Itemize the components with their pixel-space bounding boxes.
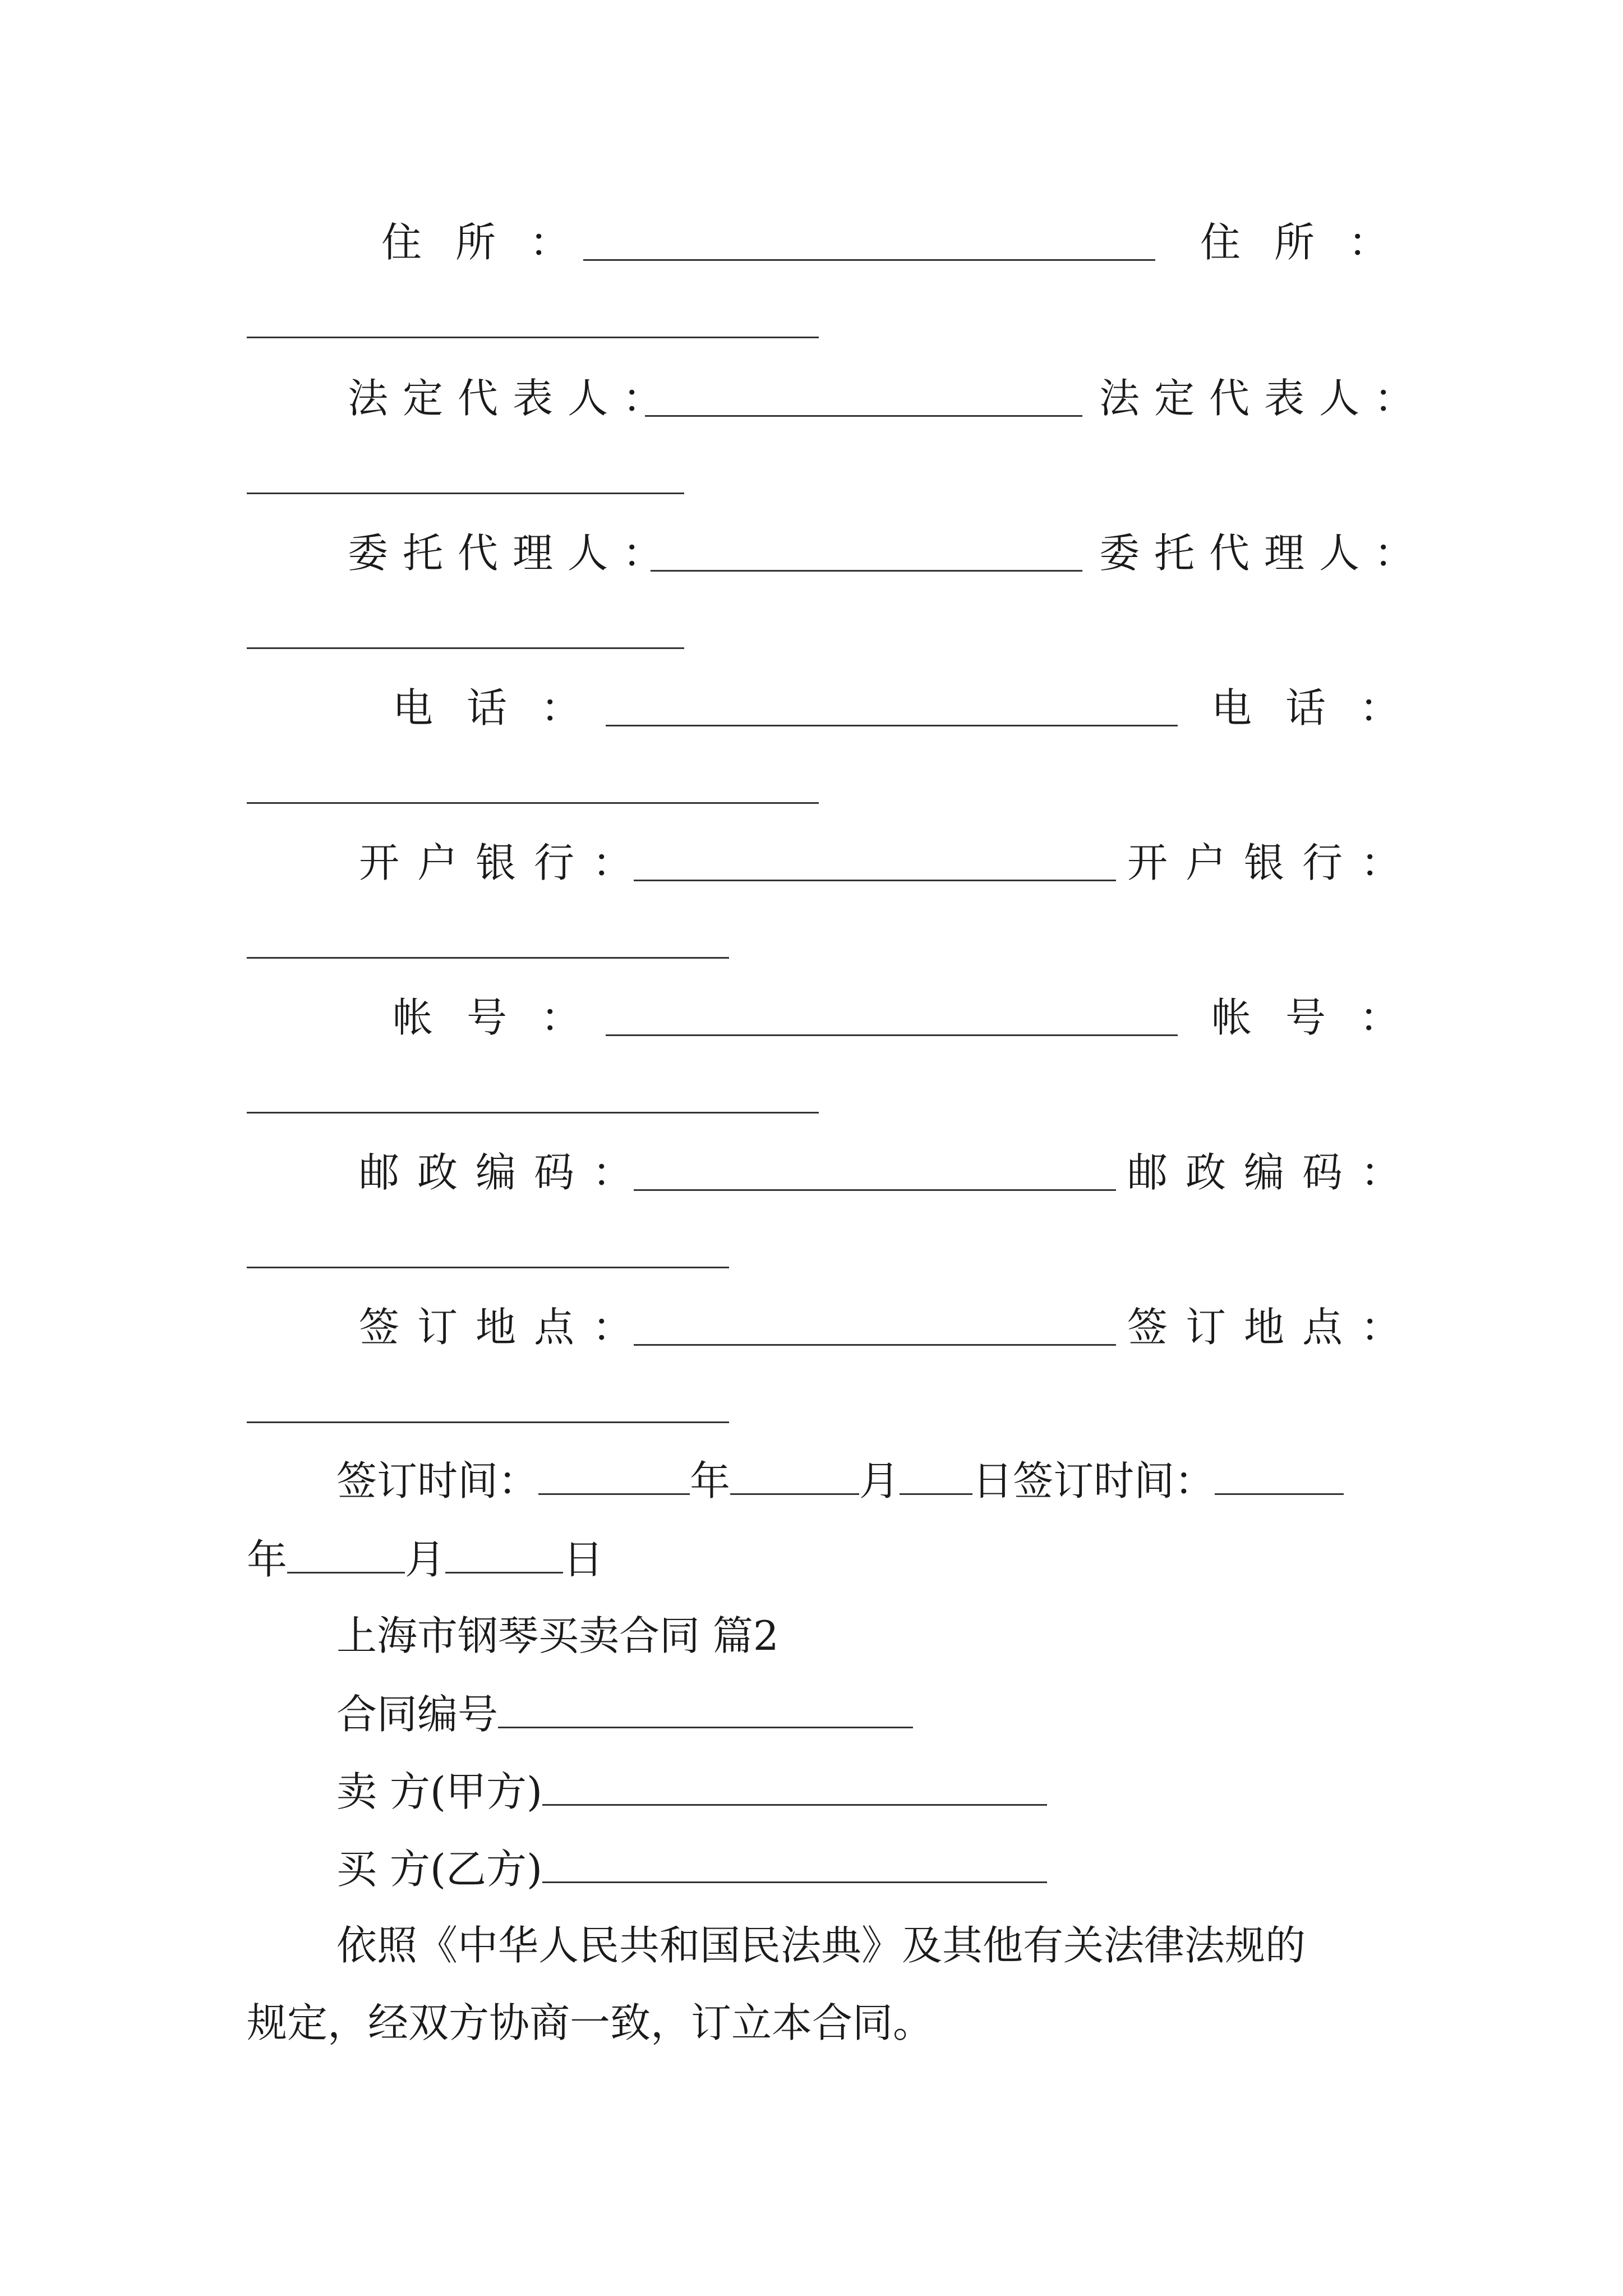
month-char: 月 xyxy=(859,1457,900,1504)
party-a-legal-rep-label: 法定代表人： xyxy=(348,375,678,422)
postcode-row xyxy=(247,1145,1419,1199)
party-b-sign-place-blank[interactable] xyxy=(247,1421,729,1423)
sign-day-blank-2[interactable] xyxy=(445,1531,563,1573)
party-a-postcode-label: 邮政编码： xyxy=(359,1149,651,1196)
party-b-postcode-blank[interactable] xyxy=(247,1267,729,1268)
party-b-address-label: 住所： xyxy=(1200,219,1423,266)
contract-no-label: 合同编号 xyxy=(336,1691,499,1738)
day-char: 日 xyxy=(972,1457,1013,1504)
legal-rep-row xyxy=(247,371,1430,425)
seller-label: 卖 方(甲方) xyxy=(336,1768,543,1815)
buyer-blank[interactable] xyxy=(542,1841,1047,1883)
party-a-postcode-blank[interactable] xyxy=(634,1189,1116,1191)
sign-time-line-2 xyxy=(247,1531,1391,1586)
phone-row xyxy=(247,681,1434,735)
sign-year-blank[interactable] xyxy=(538,1453,690,1495)
party-b-legal-rep-label: 法定代表人： xyxy=(1099,375,1430,422)
year-char: 年 xyxy=(690,1457,731,1504)
party-b-bank-blank[interactable] xyxy=(247,957,729,959)
party-a-agent-blank[interactable] xyxy=(651,570,1082,572)
party-a-sign-place-label: 签订地点： xyxy=(359,1304,651,1351)
day-char-2: 日 xyxy=(563,1536,604,1583)
year-char-2: 年 xyxy=(247,1536,288,1583)
address-row xyxy=(247,215,1423,269)
sign-year-blank-2[interactable] xyxy=(1215,1453,1344,1495)
sign-month-blank[interactable] xyxy=(730,1453,859,1495)
party-b-agent-label: 委托代理人： xyxy=(1099,530,1430,577)
buyer-line xyxy=(336,1841,1481,1896)
party-a-bank-label: 开户银行： xyxy=(359,839,651,886)
party-a-agent-label: 委托代理人： xyxy=(348,530,678,577)
bank-row xyxy=(247,836,1419,890)
party-a-phone-label: 电话： xyxy=(393,684,615,731)
party-b-account-label: 帐号： xyxy=(1211,994,1434,1041)
agent-row xyxy=(247,526,1430,580)
sign-time-line xyxy=(336,1453,1481,1508)
party-a-sign-place-blank[interactable] xyxy=(634,1344,1116,1346)
party-a-account-blank[interactable] xyxy=(606,1034,1178,1036)
party-b-sign-place-label: 签订地点： xyxy=(1127,1304,1419,1351)
contract-no-blank[interactable] xyxy=(498,1686,913,1728)
party-a-account-label: 帐号： xyxy=(393,994,615,1041)
intro-paragraph-line-1: 依照《中华人民共和国民法典》及其他有关法律法规的 xyxy=(336,1922,1306,1969)
sign-place-row xyxy=(247,1300,1419,1354)
party-b-address-blank[interactable] xyxy=(247,337,819,338)
party-b-phone-label: 电话： xyxy=(1211,684,1434,731)
buyer-label: 买 方(乙方) xyxy=(336,1846,543,1893)
party-b-account-blank[interactable] xyxy=(247,1112,819,1114)
party-a-phone-blank[interactable] xyxy=(606,725,1178,726)
party-a-bank-blank[interactable] xyxy=(634,880,1116,881)
sign-time-label-2: 签订时间： xyxy=(1013,1457,1215,1504)
contract-no-line xyxy=(336,1686,1481,1741)
party-a-legal-rep-blank[interactable] xyxy=(645,415,1082,417)
month-char-2: 月 xyxy=(405,1536,446,1583)
sign-time-label: 签订时间： xyxy=(336,1457,539,1504)
seller-line xyxy=(336,1764,1481,1819)
sign-day-blank[interactable] xyxy=(900,1453,972,1495)
sign-month-blank-2[interactable] xyxy=(287,1531,405,1573)
party-b-postcode-label: 邮政编码： xyxy=(1127,1149,1419,1196)
party-b-agent-blank[interactable] xyxy=(247,647,684,649)
seller-blank[interactable] xyxy=(542,1764,1047,1806)
party-b-legal-rep-blank[interactable] xyxy=(247,493,684,494)
party-a-address-label: 住所： xyxy=(381,219,604,266)
party-b-phone-blank[interactable] xyxy=(247,802,819,804)
party-a-address-blank[interactable] xyxy=(583,259,1155,261)
account-row xyxy=(247,991,1434,1045)
party-b-bank-label: 开户银行： xyxy=(1127,839,1419,886)
section-title: 上海市钢琴买卖合同 篇2 xyxy=(336,1612,779,1659)
intro-paragraph-line-2: 规定，经双方协商一致，订立本合同。 xyxy=(247,1999,934,2046)
